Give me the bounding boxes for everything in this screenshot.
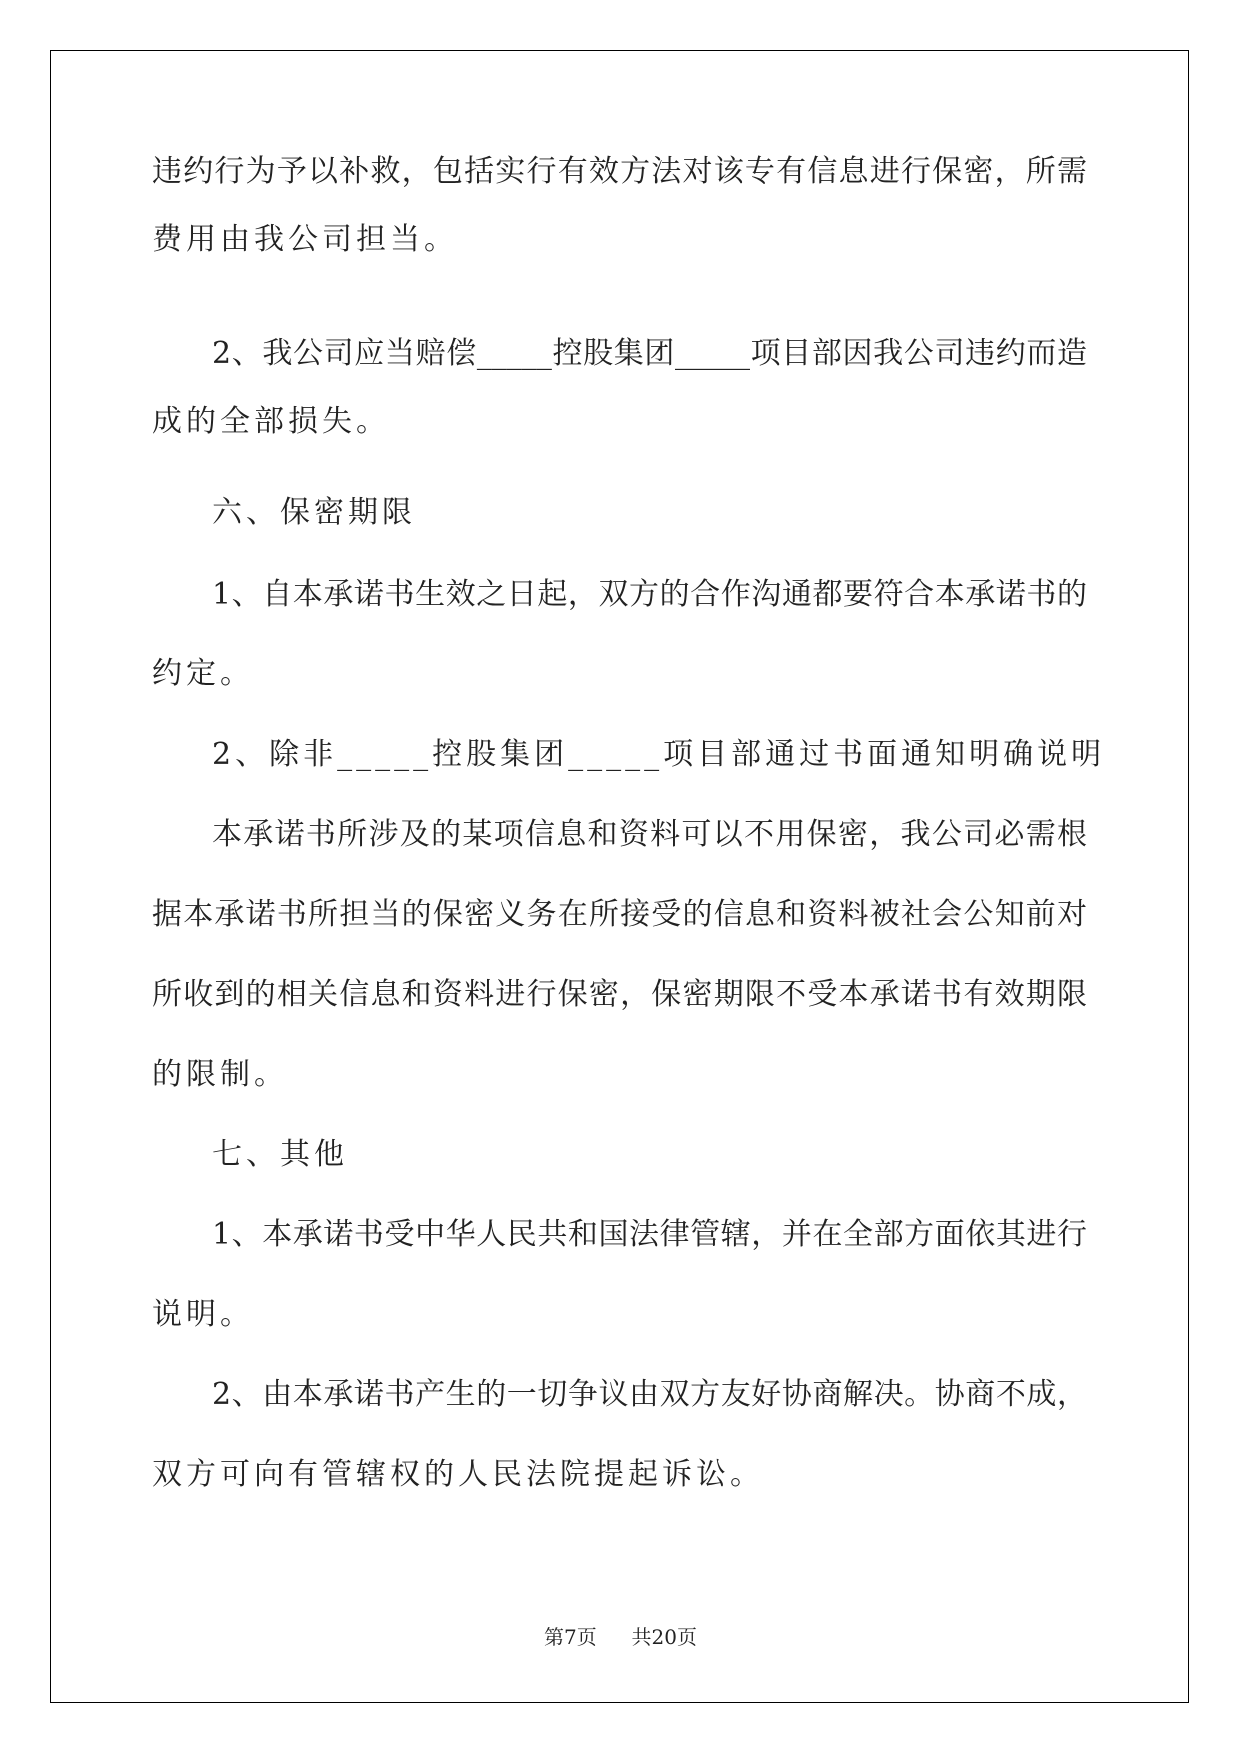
paragraph-line: 的限制。 [152, 1057, 288, 1092]
paragraph-line: 本承诺书所涉及的某项信息和资料可以不用保密，我公司必需根 [212, 817, 1087, 852]
paragraph-line: 2、除非_____控股集团_____项目部通过书面通知明确说明 [212, 737, 1106, 772]
page-footer [0, 1621, 1241, 1650]
section-heading: 七、其他 [212, 1137, 348, 1172]
paragraph-line: 所收到的相关信息和资料进行保密，保密期限不受本承诺书有效期限 [152, 977, 1087, 1012]
paragraph-line: 1、本承诺书受中华人民共和国法律管辖，并在全部方面依其进行 [212, 1217, 1087, 1252]
paragraph-line: 2、由本承诺书产生的一切争议由双方友好协商解决。协商不成， [212, 1377, 1087, 1412]
total-pages: 共20页 [631, 1625, 697, 1649]
paragraph-line: 约定。 [152, 656, 254, 691]
section-heading: 六、保密期限 [212, 495, 416, 530]
paragraph-line: 违约行为予以补救，包括实行有效方法对该专有信息进行保密，所需 [152, 154, 1087, 189]
paragraph-line: 2、我公司应当赔偿_____控股集团_____项目部因我公司违约而造 [212, 336, 1087, 371]
paragraph-line: 据本承诺书所担当的保密义务在所接受的信息和资料被社会公知前对 [152, 897, 1087, 932]
page-number: 第7页 [544, 1625, 597, 1649]
paragraph-line: 说明。 [152, 1297, 254, 1332]
paragraph-line: 成的全部损失。 [152, 404, 390, 439]
paragraph-line: 1、自本承诺书生效之日起，双方的合作沟通都要符合本承诺书的 [212, 577, 1087, 612]
paragraph-line: 双方可向有管辖权的人民法院提起诉讼。 [152, 1457, 764, 1492]
paragraph-line: 费用由我公司担当。 [152, 222, 458, 257]
